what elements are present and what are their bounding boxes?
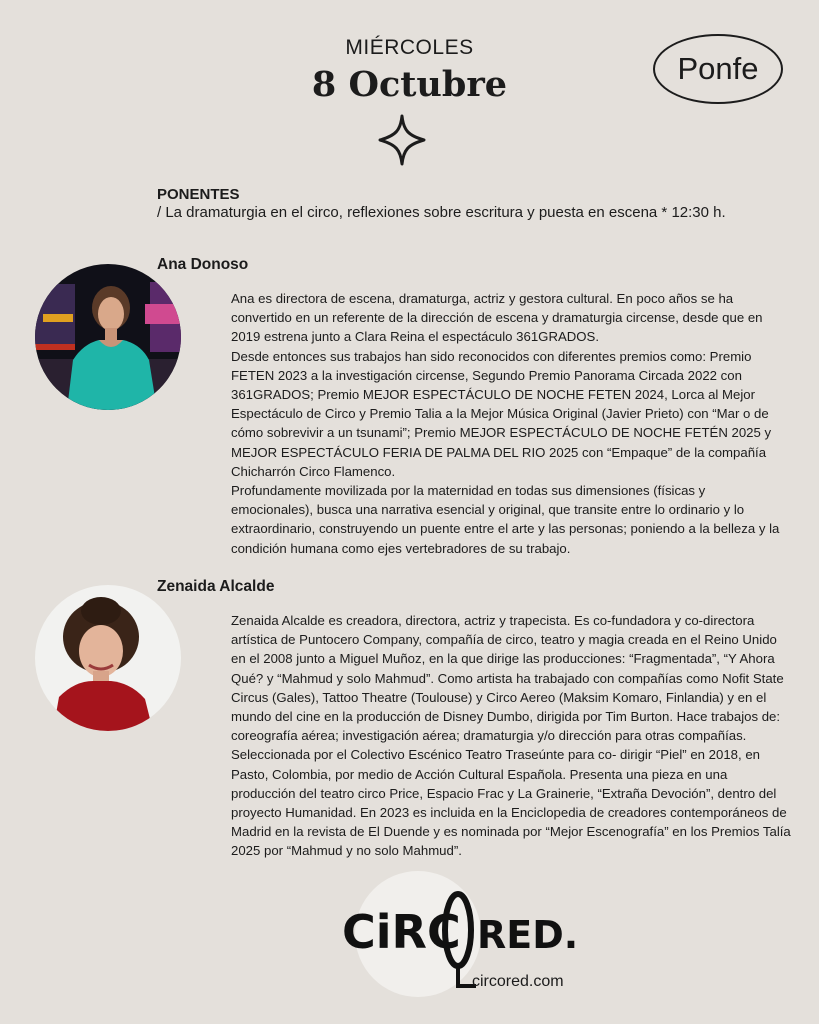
speaker-name: Ana Donoso [157, 256, 249, 273]
day-label: MIÉRCOLES [345, 36, 474, 59]
ponfe-logo [653, 34, 783, 104]
section-subtitle: / La dramaturgia en el circo, reflexiones sobre escritura y puesta en escena * 12:30 h. [157, 204, 726, 221]
bio-paragraph: Ana es directora de escena, dramaturga, actriz y gestora cultural. En poco años se ha convertido en un referente de la dirección de escena y dramaturgia circense, desde que en 2019 estrena junto a Clara Reina el espectáculo 361GRADOS. [231, 291, 763, 345]
speaker-name: Zenaida Alcalde [157, 578, 275, 595]
ponfe-logo-text: Ponfe [677, 51, 759, 86]
speaker-photo-ana [35, 264, 181, 410]
speaker-photo-zenaida [35, 585, 181, 731]
circored-logo-o: O [457, 986, 459, 987]
speaker-bio-zenaida [231, 611, 791, 861]
circored-logo-right: RED. [477, 913, 579, 957]
four-point-star-icon [377, 114, 427, 166]
bio-paragraph: Zenaida Alcalde es creadora, directora, actriz y trapecista. Es co-fundadora y co-directora artística de Puntocero Company, compañía de circo, teatro y magia creada en el Reino Unido en el 2008 junto a Miguel Muñoz, en la que dirige las producciones: “Fragmentada”, “Y Ahora Qué? y “Mahmud y solo Mahmud”. Como artista ha trabajado con compañías como Nofit State Circus (Gales), Tattoo Theatre (Toulouse) y Circo Aereo (Maksim Komaro, Finlandia) y en el mundo del cine en la producción de Disney Dumbo, dirigida por Tim Burton. Hace trabajos de: coreografía aérea; investigación aérea; dramaturgia y/o dirección para otras compañías. Seleccionada por el Colectivo Escénico Teatro Traseúnte para co- dirigir “Piel” en 2018, en Pasto, Colombia, por medio de Acción Cultural Española. Presenta una pieza en una producción del teatro circo Price, Espacio Frac y La Grainerie, “Extraña Devoción”, dentro del proyecto Humanidad. En 2023 es incluida en la Enciclopedia de creadores contemporáneos de Madrid en la revista de El Duende y es nominada por “Mejor Escenografía” en los Premios Talía 2025 por “Mahmud y no solo Mahmud”. [231, 613, 791, 859]
section-title: PONENTES [157, 186, 240, 203]
circored-logo-left: CiRC [342, 905, 461, 959]
website-link[interactable]: circored.com [472, 973, 564, 990]
bio-paragraph: Desde entonces sus trabajos han sido reconocidos con diferentes premios como: Premio FETEN 2023 a la investigación circense, Segundo Premio Panorama Circada 2022 con 361GRADOS; Premio MEJOR ESPECTÁCULO DE NOCHE FETEN 2024, Lorca al Mejor Espectáculo de Circo y Premio Talia a la Mejor Música Original (Javier Prieto) con “Mar o de cómo sobrevivir a un tsunami”; Premio MEJOR ESPECTÁCULO DE NOCHE FETÉN 2025 y MEJOR ESPECTÁCULO FERIA DE PALMA DEL RIO 2025 con “Empaque” de la compañía Chicharrón Circo Flamenco. [231, 348, 772, 479]
event-date: 8 Octubre [311, 64, 508, 105]
speaker-bio-ana [231, 289, 791, 558]
bio-paragraph: Profundamente movilizada por la maternidad en todas sus dimensiones (físicas y emocionales), busca una narrativa esencial y original, que transite entre lo ordinario y lo extraordinario, construyendo un puente entre el arte y las personas; poniendo a la belleza y la condición humana como ejes vertebradores de su trabajo. [231, 483, 780, 556]
